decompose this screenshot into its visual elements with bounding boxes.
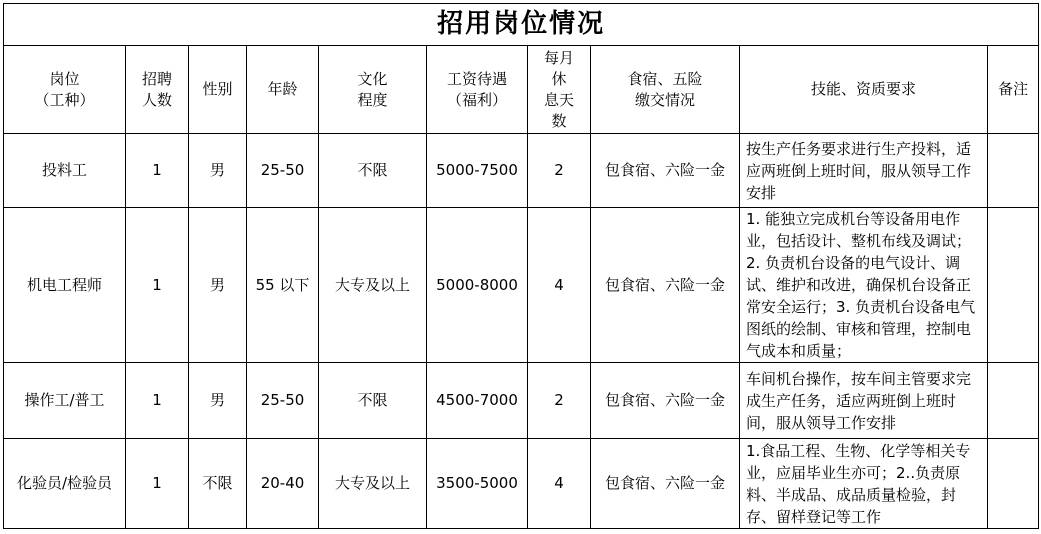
cell-salary: 5000-8000	[427, 208, 528, 363]
cell-benefits: 包食宿、六险一金	[591, 208, 740, 363]
header-row	[4, 46, 1039, 134]
table-row	[4, 134, 1039, 208]
job-table	[3, 3, 1039, 529]
header-count: 招聘 人数	[126, 46, 189, 134]
cell-education: 不限	[319, 363, 427, 439]
cell-benefits: 包食宿、六险一金	[591, 439, 740, 529]
cell-count: 1	[126, 439, 189, 529]
cell-gender: 男	[189, 363, 247, 439]
cell-position: 化验员/检验员	[4, 439, 126, 529]
cell-benefits: 包食宿、六险一金	[591, 134, 740, 208]
cell-rest-days: 4	[528, 208, 591, 363]
cell-education: 大专及以上	[319, 439, 427, 529]
cell-age: 25-50	[247, 363, 319, 439]
cell-gender: 男	[189, 134, 247, 208]
cell-skills: 车间机台操作，按车间主管要求完成生产任务，适应两班倒上班时间，服从领导工作安排	[740, 363, 988, 439]
cell-skills: 按生产任务要求进行生产投料，适应两班倒上班时间，服从领导工作安排	[740, 134, 988, 208]
cell-gender: 不限	[189, 439, 247, 529]
cell-notes	[988, 439, 1039, 529]
table-row	[4, 208, 1039, 363]
header-rest-days: 每月 休 息天 数	[528, 46, 591, 134]
cell-count: 1	[126, 363, 189, 439]
header-notes: 备注	[988, 46, 1039, 134]
table-title: 招用岗位情况	[4, 4, 1039, 46]
cell-count: 1	[126, 134, 189, 208]
cell-salary: 4500-7000	[427, 363, 528, 439]
cell-skills: 1. 能独立完成机台等设备用电作业，包括设计、整机布线及调试；2. 负责机台设备的电气设计、调试、维护和改进，确保机台设备正常安全运行；3. 负责机台设备电气图纸的绘制、审核和管理，控制电气成本和质量；	[740, 208, 988, 363]
cell-age: 20-40	[247, 439, 319, 529]
cell-skills: 1.食品工程、生物、化学等相关专业，应届毕业生亦可；2..负责原料、半成品、成品质量检验，封存、留样登记等工作	[740, 439, 988, 529]
cell-notes	[988, 208, 1039, 363]
cell-rest-days: 2	[528, 363, 591, 439]
cell-notes	[988, 134, 1039, 208]
cell-rest-days: 4	[528, 439, 591, 529]
cell-education: 不限	[319, 134, 427, 208]
cell-age: 55 以下	[247, 208, 319, 363]
cell-education: 大专及以上	[319, 208, 427, 363]
cell-salary: 5000-7500	[427, 134, 528, 208]
header-benefits: 食宿、五险 缴交情况	[591, 46, 740, 134]
header-salary: 工资待遇 （福利）	[427, 46, 528, 134]
header-gender: 性别	[189, 46, 247, 134]
cell-notes	[988, 363, 1039, 439]
cell-count: 1	[126, 208, 189, 363]
cell-benefits: 包食宿、六险一金	[591, 363, 740, 439]
cell-position: 操作工/普工	[4, 363, 126, 439]
table-row	[4, 363, 1039, 439]
cell-rest-days: 2	[528, 134, 591, 208]
cell-salary: 3500-5000	[427, 439, 528, 529]
cell-position: 机电工程师	[4, 208, 126, 363]
cell-age: 25-50	[247, 134, 319, 208]
header-education: 文化 程度	[319, 46, 427, 134]
cell-position: 投料工	[4, 134, 126, 208]
table-row	[4, 439, 1039, 529]
header-skills: 技能、资质要求	[740, 46, 988, 134]
header-position: 岗位 （工种）	[4, 46, 126, 134]
cell-gender: 男	[189, 208, 247, 363]
header-age: 年龄	[247, 46, 319, 134]
